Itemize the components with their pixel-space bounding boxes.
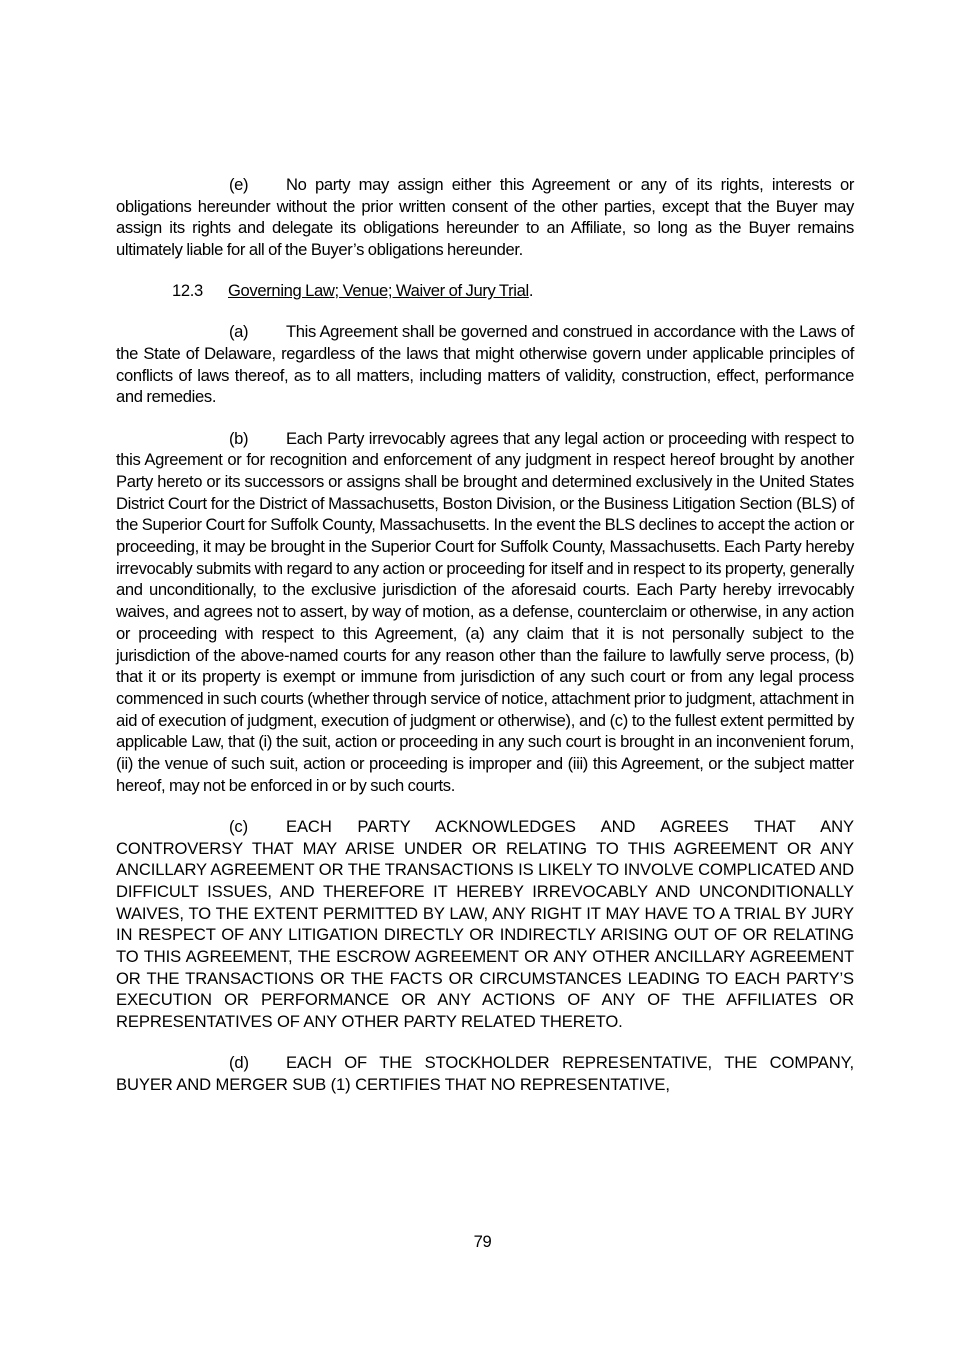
section-heading [116, 280, 854, 302]
paragraph-e [116, 174, 854, 261]
paragraph-c [116, 816, 854, 1033]
paragraph-text: No party may assign either this Agreement or any of its rights, interests or obligations hereunder without the prior written consent of the other parties, except that the Buyer may assign its rights and delegate its obligations hereunder to an Affiliate, so long as the Buyer remains ultimately liable for all of the Buyer’s obligations hereunder. [116, 175, 854, 260]
section-title-period: . [528, 281, 534, 301]
paragraph-d [116, 1052, 854, 1095]
page-content [116, 174, 854, 1115]
paragraph-label: (e) [229, 175, 249, 194]
paragraph-text: Each Party irrevocably agrees that any legal action or proceeding with respect to this Agreement or for recognition and enforcement of any judgment in respect hereof brought by another Party hereto or its successors or assigns shall be brought and determined exclusively in the United States District Court for the District of Massachusetts, Boston Division, or the Business Litigation Section (BLS) of the Superior Court for Suffolk County, Massachusetts. In the event the BLS declines to accept the action or proceeding, it may be brought in the Superior Court for Suffolk County, Massachusetts. Each Party hereby irrevocably submits with regard to any action or proceeding for itself and in respect to its property, generally and unconditionally, to the exclusive jurisdiction of the aforesaid courts. Each Party hereby irrevocably waives, and agrees not to assert, by way of motion, as a defense, counterclaim or otherwise, in any action or proceeding with respect to this Agreement, (a) any claim that it is not personally subject to the jurisdiction of the above-named courts for any reason other than the failure to lawfully serve process, (b) that it or its property is exempt or immune from jurisdiction of any such court or from any legal process commenced in such courts (whether through service of notice, attachment prior to judgment, attachment in aid of execution of judgment, execution of judgment or otherwise), and (c) to the fullest extent permitted by applicable Law, that (i) the suit, action or proceeding in any such court is brought in an inconvenient forum, (ii) the venue of such suit, action or proceeding is improper and (iii) this Agreement, or the subject matter hereof, may not be enforced in or by such courts. [116, 428, 854, 795]
paragraph-a [116, 321, 854, 408]
paragraph-text: EACH OF THE STOCKHOLDER REPRESENTATIVE, THE COMPANY, BUYER AND MERGER SUB (1) CERTIFIES THAT NO REPRESENTATIVE, [116, 1053, 854, 1094]
paragraph-label: (c) [229, 816, 249, 836]
section-number: 12.3 [172, 281, 203, 301]
page-number: 79 [473, 1232, 492, 1251]
section-title: Governing Law; Venue; Waiver of Jury Trial [228, 281, 529, 301]
paragraph-b [116, 428, 854, 797]
paragraph-label: (a) [229, 322, 249, 342]
paragraph-text: This Agreement shall be governed and construed in accordance with the Laws of the State of Delaware, regardless of the laws that might otherwise govern under applicable principles of conflicts of laws thereof, as to all matters, including matters of validity, construction, effect, performance and remedies. [116, 322, 854, 407]
paragraph-label: (b) [229, 428, 249, 448]
paragraph-label: (d) [229, 1053, 249, 1073]
paragraph-text: EACH PARTY ACKNOWLEDGES AND AGREES THAT ANY CONTROVERSY THAT MAY ARISE UNDER OR RELATING TO THIS AGREEMENT OR ANY ANCILLARY AGREEMENT OR THE TRANSACTIONS IS LIKELY TO INVOLVE COMPLICATED AND DIFFICULT ISSUES, AND THEREFORE IT HEREBY IRREVOCABLY AND UNCONDITIONALLY WAIVES, TO THE EXTENT PERMITTED BY LAW, ANY RIGHT IT MAY HAVE TO A TRIAL BY JURY IN RESPECT OF ANY LITIGATION DIRECTLY OR INDIRECTLY ARISING OUT OF OR RELATING TO THIS AGREEMENT, THE ESCROW AGREEMENT OR ANY OTHER ANCILLARY AGREEMENT OR THE TRANSACTIONS OR THE FACTS OR CIRCUMSTANCES LEADING TO EACH PARTY’S EXECUTION OR PERFORMANCE OR ANY ACTIONS OF ANY OF THE AFFILIATES OR REPRESENTATIVES OF ANY OTHER PARTY RELATED THERETO. [116, 816, 854, 1032]
